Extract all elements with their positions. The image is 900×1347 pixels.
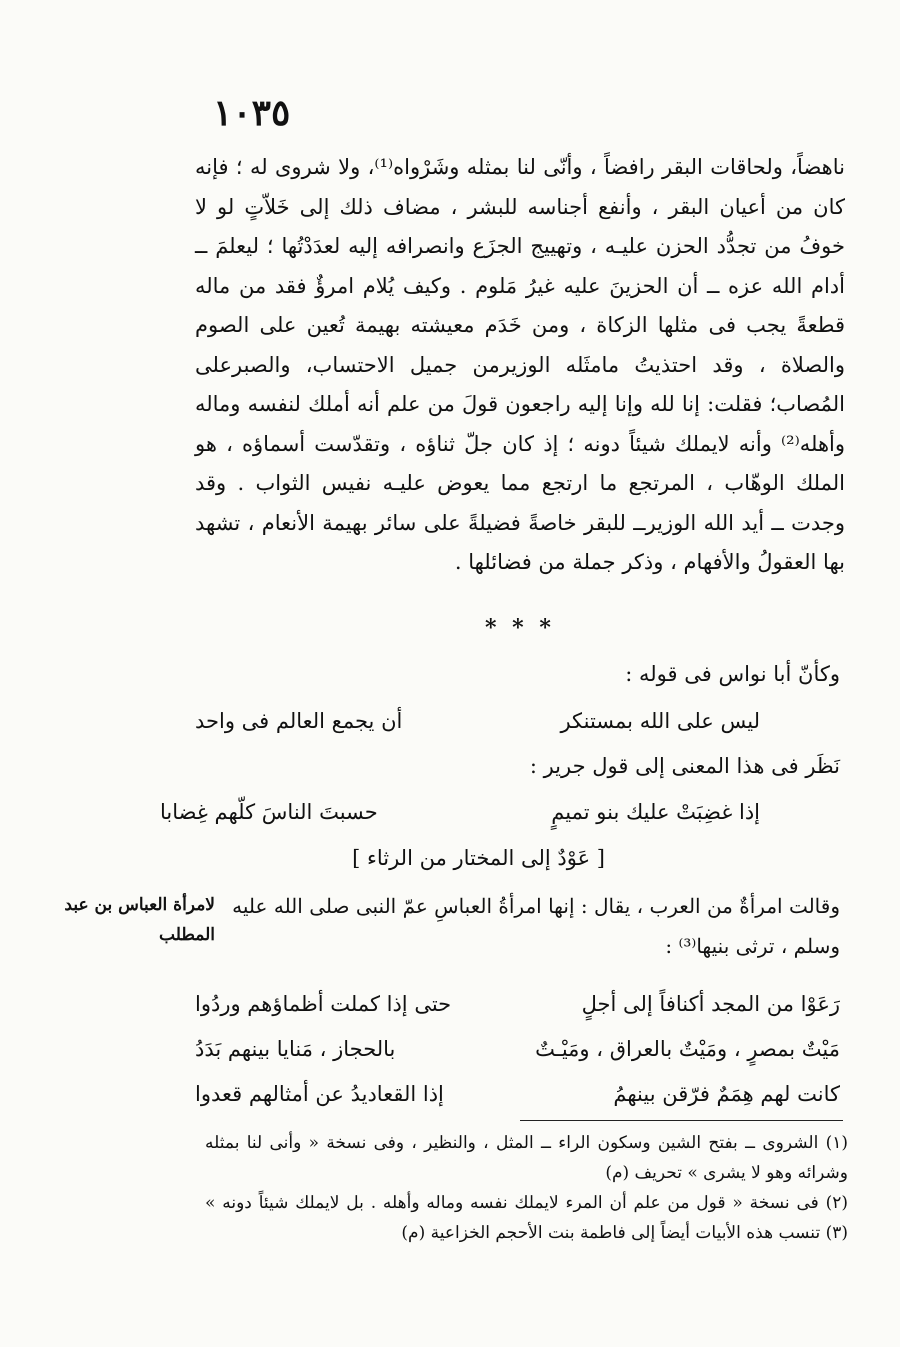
jarir-intro: نَظَر فى هذا المعنى إلى قول جرير : — [529, 754, 840, 778]
verse-hemistich-first: رَعَوْا من المجد أكنافاً إلى أجلٍ — [581, 992, 840, 1016]
footnote: (١) الشروى ــ بفتح الشين وسكون الراء ــ المثل ، والنظير ، وفى نسخة « وأنى لنا بمثله وشرائه وهو لا يشرى » تحريف (م) — [205, 1133, 848, 1183]
verse-hemistich-second: بالحجاز ، مَنايا بينهم بَدَدُ — [195, 1037, 396, 1061]
verse-hemistich-second: أن يجمع العالم فى واحد — [195, 709, 403, 733]
verse-hemistich-first: مَيْتٌ بمصرٍ ، ومَيْتٌ بالعراق ، ومَيْـتٌ — [535, 1037, 840, 1061]
verse-hemistich-first: ليس على الله بمستنكر — [560, 709, 760, 733]
abu-nuwas-intro: وكأنّ أبا نواس فى قوله : — [625, 662, 840, 686]
verse-hemistich-second: حتى إذا كملت أظماؤهم وردُوا — [195, 992, 452, 1016]
verse-hemistich-second: إذا القعاديدُ عن أمثالهم قعدوا — [195, 1082, 444, 1106]
prose-text: ناهضاً، ولحاقات البقر رافضاً ، وأنّى لنا بمثله وشَرْواه⁽¹⁾، ولا شروى له ؛ فإنه كان من أعيان البقر ، وأنفع أجناسه للبشر ، مضاف ذلك إلى خَلاّتٍ لو لا خوفُ من تجدُّد الحزن عليـه ، وتهييج الجزَع وانصرافه إليه لعدَدْتُها ؛ ليعلمَ ــ أدام الله عزه ــ أن الحزينَ عليه غيرُ مَلوم . وكيف يُلام امرؤٌ فقد من ماله قطعةً يجب فى مثلها الزكاة ، ومن خَدَم معيشته بهيمة تُعين على الصوم والصلاة ، وقد احتذيتُ مامثَله الوزيرمن جميل الاحتساب، والصبرعلى المُصاب؛ فقلت: إنا لله وإنا إليه راجعون قولَ من علم أنه أملك لنفسه وماله وأهله⁽²⁾ وأنه لايملك شيئاً دونه ؛ إذ كان جلّ ثناؤه ، وتقدّست أسماؤه ، هو الملك الوهّاب ، المرتجع ما ارتجع مما يعوض عليـه نفيس الثواب . وقد وجدت ــ أيد الله الوزيرــ للبقر خاصةً فضيلةً على سائر بهيمة الأنعام ، تشهد بها العقولُ والأفهام ، وذكر جملة من فضائلها . — [195, 155, 845, 574]
verse-hemistich-first: إذا غضِبَتْ عليك بنو تميمٍ — [551, 800, 760, 824]
section-heading: [ عَوْدٌ إلى المختار من الرثاء ] — [352, 846, 605, 870]
verse-hemistich-second: حسبتَ الناسَ كلّهم غِضابا — [160, 800, 378, 824]
section-separator: * * * — [485, 615, 555, 641]
elegy-intro-line-2: وسلم ، ترثى بنيها⁽³⁾ : — [665, 934, 840, 958]
elegy-intro-line-1: وقالت امرأةٌ من العرب ، يقال : إنها امرأةُ العباسِ عمّ النبى صلى الله عليه — [232, 894, 840, 918]
footnote: (٢) فى نسخة « قول من علم أن المرء لايملك نفسه وماله وأهله . بل لايملك شيئاً دونه » (٣) تنسب هذه الأبيات أيضاً إلى فاطمة بنت الأحجم الخزاعية (م) — [205, 1193, 848, 1243]
verse-hemistich-first: كانت لهم هِمَمٌ فرّقن بينهمُ — [613, 1082, 840, 1106]
margin-note: لامرأة العباس بن عبد المطلب — [64, 895, 215, 945]
footnotes — [205, 1128, 848, 1248]
footnote-divider — [520, 1120, 843, 1121]
page-number: ١٠٣٥ — [213, 92, 291, 134]
prose-paragraph — [195, 148, 845, 583]
